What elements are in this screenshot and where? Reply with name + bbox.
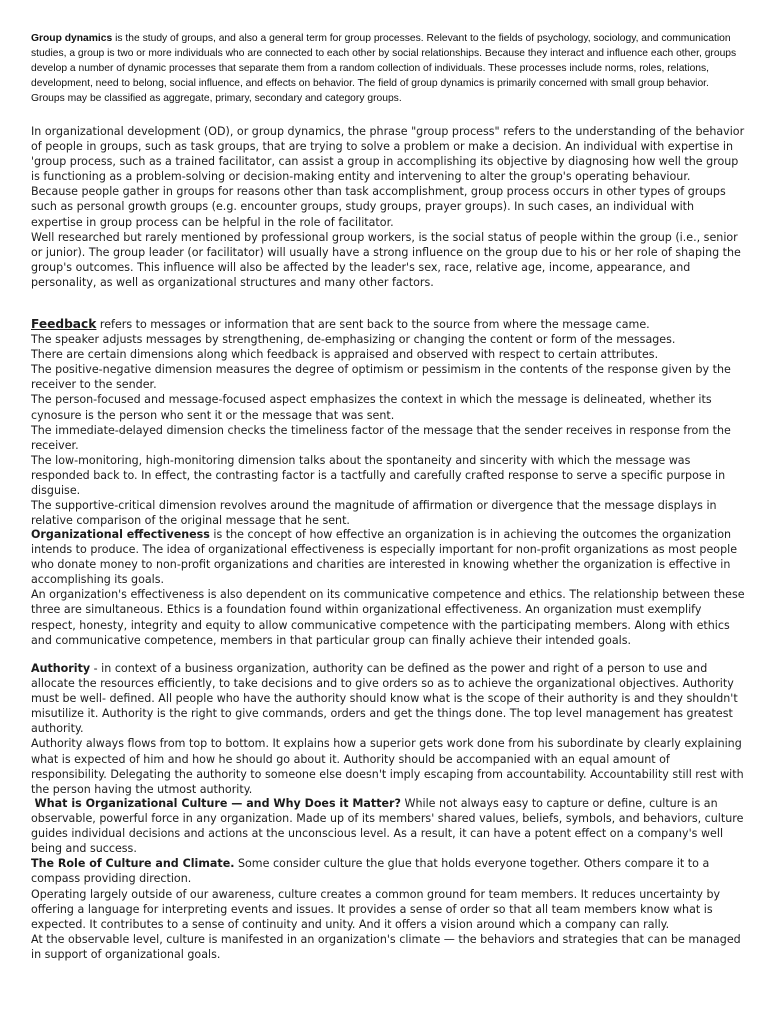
org-effectiveness-section (31, 527, 747, 648)
culture-role-paragraph (31, 856, 747, 886)
authority-paragraph (31, 661, 747, 736)
culture-paragraph-4: At the observable level, culture is manifested in an organization's climate — the behaviors and strategies that can be managed in support of organizational goals. (31, 932, 741, 961)
org-effectiveness-term: Organizational effectiveness (31, 528, 210, 541)
org-effectiveness-paragraph-2: An organization's effectiveness is also dependent on its communicative competence and ethics. The relationship between these three are simultaneous. Ethics is a foundation found within organizational effectiveness. An organization must exemplify respect, honesty, integrity and equity to allow communicative competence with the participating members. Along with ethics and communicative competence, members in that particular group can finally achieve their intended goals. (31, 588, 745, 647)
culture-role-heading: The Role of Culture and Climate. (31, 857, 235, 871)
authority-term: Authority (31, 662, 91, 675)
org-effectiveness-paragraph (31, 527, 747, 587)
feedback-line: The speaker adjusts messages by strengthening, de-emphasizing or changing the content or form of the messages. (31, 333, 676, 347)
feedback-line: The person-focused and message-focused aspect emphasizes the context in which the message is delineated, whether its cynosure is the person who sent it or the message that was sent. (31, 393, 712, 422)
org-effectiveness-text: is the concept of how effective an organization is in achieving the outcomes the organization intends to produce. The idea of organizational effectiveness is especially important for non-profit organizations as most people who donate money to non-profit organizations and charities are interested in knowing whether the organization is effective in accomplishing its goals. (31, 528, 738, 587)
feedback-section (31, 317, 747, 528)
group-process-paragraph: In organizational development (OD), or group dynamics, the phrase "group process" refers to the understanding of the behavior of people in groups, such as task groups, that are trying to solve a problem or make a decision. An individual with expertise in 'group process, such as a trained facilitator, can assist a group in accomplishing its objective by diagnosing how well the group is functioning as a problem-solving or decision-making entity and intervening to alter the group's operating behaviour. (31, 125, 745, 184)
feedback-line: The low-monitoring, high-monitoring dimension talks about the spontaneity and sincerity with which the message was responded back to. In effect, the contrasting factor is a tactfully and carefully crafted response to serve a specific purpose in disguise. (31, 453, 726, 498)
feedback-line: The positive-negative dimension measures the degree of optimism or pessimism in the contents of the response given by the receiver to the sender. (31, 363, 731, 392)
group-process-paragraph: Because people gather in groups for reasons other than task accomplishment, group process occurs in other types of groups such as personal growth groups (e.g. encounter groups, study groups, prayer groups). In such cases, an individual with expertise in group process can be helpful in the role of facilitator. (31, 185, 726, 229)
feedback-intro-text: refers to messages or information that are sent back to the source from where the message came. (96, 318, 650, 331)
feedback-line: The supportive-critical dimension revolves around the magnitude of affirmation or divergence that the message displays in relative comparison of the original message that he sent. (31, 499, 717, 528)
group-dynamics-text: is the study of groups, and also a general term for group processes. Relevant to the fields of psychology, sociology, and communication studies, a group is two or more individuals who are connected to each other by social relationships. Because they interact and influence each other, groups develop a number of dynamic processes that separate them from a random collection of individuals. These processes include norms, roles, relations, development, need to belong, social influence, and effects on behavior. The field of group dynamics is primarily concerned with small group behavior. Groups may be classified as aggregate, primary, secondary and category groups. (31, 33, 737, 104)
group-dynamics-paragraph (31, 31, 743, 106)
authority-section (31, 661, 747, 797)
feedback-term: Feedback (31, 317, 97, 331)
feedback-line: There are certain dimensions along which feedback is appraised and observed with respect to certain attributes. (31, 348, 659, 362)
culture-heading: What is Organizational Culture — and Why Does it Matter? (34, 797, 401, 810)
group-process-section (31, 124, 747, 290)
culture-text: While not always easy to capture or define, culture is an observable, powerful force in any organization. Made up of its members' shared values, beliefs, symbols, and behaviors, culture guides individual decisions and actions at the unconscious level. As a result, it can have a potent effect on a company's well being and success. (31, 797, 744, 856)
culture-paragraph (31, 796, 747, 856)
culture-role-text: Some consider culture the glue that holds everyone together. Others compare it to a compass providing direction. (31, 857, 710, 886)
culture-paragraph-3: Operating largely outside of our awareness, culture creates a common ground for team members. It reduces uncertainty by offering a language for interpreting events and issues. It provides a sense of order so that all team members know what is expected. It contributes to a sense of continuity and unity. And it offers a vision around which a company can rally. (31, 887, 721, 931)
authority-text: - in context of a business organization, authority can be defined as the power and right of a person to use and allocate the resources efficiently, to take decisions and to give orders so as to achieve the organizational objectives. Authority must be well- defined. All people who have the authority should know what is the scope of their authority is and they shouldn't misutilize it. Authority is the right to give commands, orders and get the things done. The top level management has greatest authority. (31, 662, 738, 736)
group-dynamics-term: Group dynamics (31, 33, 113, 44)
authority-paragraph-2: Authority always flows from top to bottom. It explains how a superior gets work done from his subordinate by clearly explaining what is expected of him and how he should go about it. Authority should be accompanied with an equal amount of responsibility. Delegating the authority to someone else doesn't imply escaping from accountability. Accountability still rest with the person having the utmost authority. (31, 737, 744, 796)
group-process-paragraph: Well researched but rarely mentioned by professional group workers, is the social status of people within the group (i.e., senior or junior). The group leader (or facilitator) will usually have a strong influence on the group due to his or her role of shaping the group's outcomes. This influence will also be affected by the leader's sex, race, relative age, income, appearance, and personality, as well as organizational structures and many other factors. (31, 230, 741, 289)
feedback-intro (31, 317, 747, 332)
feedback-line: The immediate-delayed dimension checks the timeliness factor of the message that the sender receives in response from the receiver. (31, 423, 731, 452)
culture-section (31, 796, 747, 962)
